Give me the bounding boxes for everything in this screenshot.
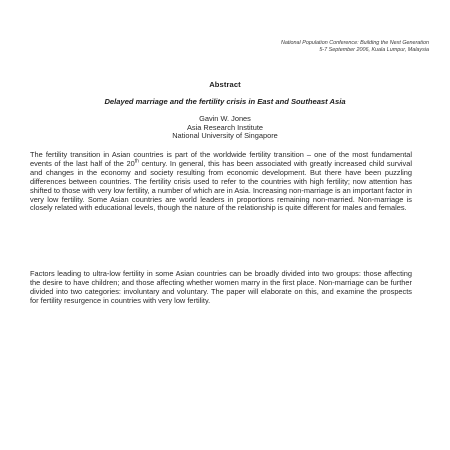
author-name: Gavin W. Jones <box>199 114 251 123</box>
century-ordinal-superscript: th <box>134 158 139 165</box>
abstract-paragraph-2: Factors leading to ultra-low fertility in some Asian countries can be broadly divided into two groups: those affecting the desire to have children; and those affecting whether women marry in the first place. Non-marriage can be further divided into two categories: involuntary and voluntary. The paper will elaborate on this, and examine the prospects for fertility resurgence in countries with very low fertility. <box>30 269 412 305</box>
paragraph-1-text-start: The fertility transition in Asian countries is part of the worldwide fertility transition – one of the most fundamental events of the last half of the 20 <box>30 150 412 168</box>
conference-date-location: 5-7 September 2006, Kuala Lumpur, Malaysia <box>319 46 429 53</box>
conference-header <box>169 40 429 53</box>
paper-title: Delayed marriage and the fertility crisis in East and Southeast Asia <box>104 97 346 106</box>
author-institute: Asia Research Institute <box>187 122 263 132</box>
abstract-heading: Abstract <box>209 80 241 89</box>
abstract-paragraph-1 <box>30 151 412 213</box>
author-university: National University of Singapore <box>172 131 278 141</box>
paragraph-1-text-end: century. In general, this has been associated with greatly increased child survival and changes in the economy and society resulting from economic development. But there have been puzzling differences between countries. The fertility crisis used to refer to the countries with high fertility; now attention has shifted to those with very low fertility, a number of which are in Asia. Increasing non-marriage is an important factor in very low fertility. Some Asian countries are world leaders in proportions remaining non-married. Non-marriage is closely related with educational levels, though the nature of the relationship is quite different for males and females. <box>30 158 412 213</box>
conference-name: National Population Conference: Building the Next Generation <box>280 40 429 46</box>
author-block <box>0 115 450 141</box>
